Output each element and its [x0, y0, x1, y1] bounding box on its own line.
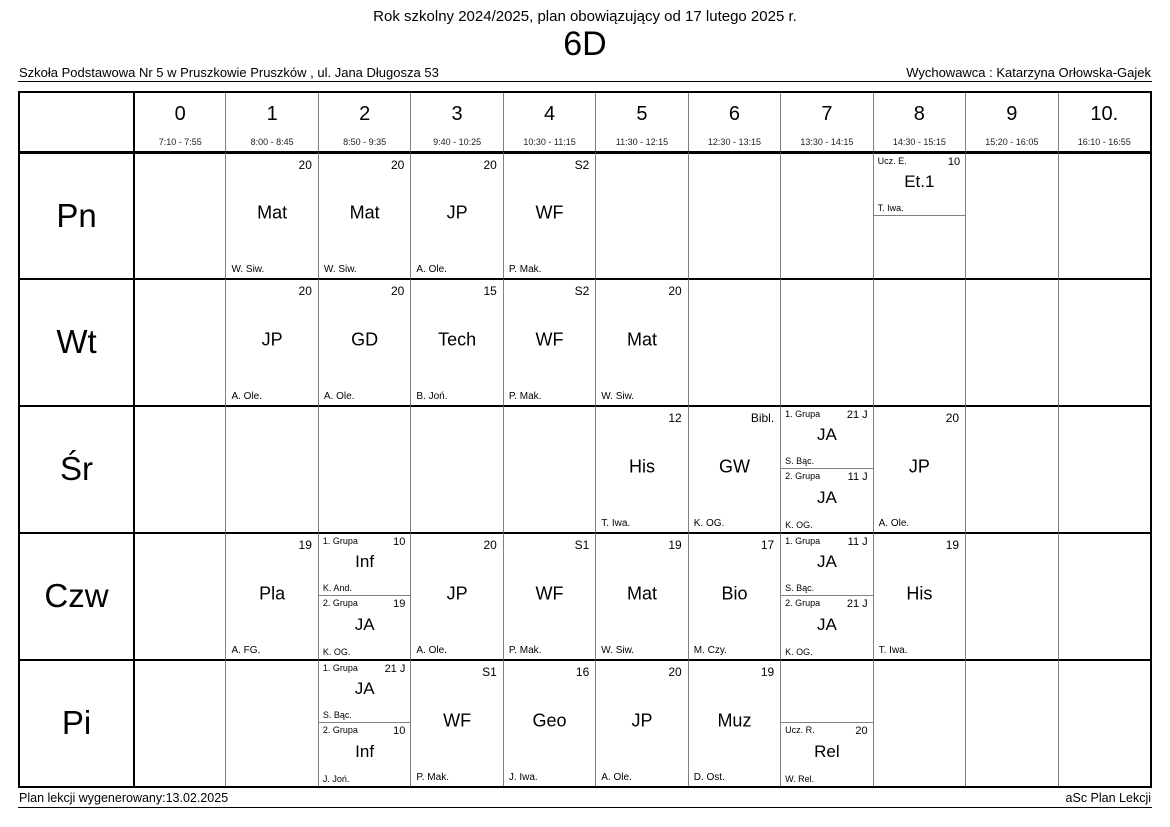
empty-cell [503, 405, 595, 532]
teacher-name: J. Joń. [322, 773, 350, 784]
day-label: Śr [20, 405, 133, 532]
room-number: 20 [391, 157, 405, 172]
day-label: Wt [20, 278, 133, 405]
teacher-name: D. Ost. [693, 771, 725, 783]
homeroom-teacher: Wychowawca : Katarzyna Orłowska-Gajek [906, 64, 1151, 80]
empty-cell [1058, 151, 1150, 278]
empty-cell [225, 659, 317, 786]
teacher-name: A. Ole. [416, 644, 447, 656]
day-label: Pi [20, 659, 133, 786]
lesson-cell-split [780, 532, 872, 659]
room-number: 11 J [847, 471, 868, 484]
lesson-subject: Inf [355, 741, 375, 761]
lesson-cell-split [318, 659, 410, 786]
empty-cell [133, 532, 225, 659]
group-half-top [319, 661, 410, 724]
class-name-title: 6D [563, 25, 607, 63]
room-number: 20 [298, 157, 312, 172]
teacher-name: A. Ole. [601, 771, 632, 783]
lesson-cell [688, 659, 780, 786]
room-number: S1 [574, 537, 590, 552]
room-number: 10 [393, 725, 406, 738]
teacher-name: T. Iwa. [601, 517, 631, 529]
group-label: Ucz. R. [785, 725, 815, 736]
lesson-cell [688, 532, 780, 659]
room-number: 20 [945, 410, 960, 425]
lesson-subject: JP [908, 456, 930, 477]
corner-cell [20, 93, 133, 151]
school-info-row [18, 63, 1152, 82]
room-number: 12 [668, 410, 682, 425]
period-time: 14:30 - 15:15 [892, 136, 946, 147]
empty-cell [688, 278, 780, 405]
lesson-subject: Inf [355, 551, 375, 571]
period-number: 7 [821, 103, 833, 126]
teacher-name: K. OG. [322, 646, 351, 657]
teacher-name: K. And. [322, 583, 352, 594]
group-label: 2. Grupa [785, 598, 821, 609]
lesson-cell-split [318, 532, 410, 659]
empty-cell [1058, 532, 1150, 659]
lesson-subject: Pla [259, 583, 286, 604]
teacher-name: A. Ole. [878, 517, 910, 529]
period-number: 1 [266, 103, 278, 126]
empty-cell [965, 532, 1057, 659]
lesson-subject: WF [535, 329, 564, 350]
group-label: 1. Grupa [322, 662, 358, 673]
empty-cell [318, 405, 410, 532]
group-label: 1. Grupa [322, 535, 358, 546]
teacher-name: P. Mak. [508, 390, 542, 402]
lesson-cell [503, 532, 595, 659]
group-half-bottom [874, 216, 965, 278]
lesson-subject: Mat [626, 329, 657, 350]
empty-cell [873, 278, 965, 405]
teacher-name: W. Siw. [601, 390, 635, 402]
lesson-subject: Mat [349, 202, 380, 223]
lesson-cell-split [873, 151, 965, 278]
lesson-cell [595, 532, 687, 659]
group-label: 1. Grupa [785, 535, 821, 546]
group-label: 2. Grupa [785, 471, 821, 482]
lesson-subject: Muz [717, 710, 752, 731]
empty-cell [873, 659, 965, 786]
period-header [688, 93, 780, 151]
period-time: 8:50 - 9:35 [343, 136, 387, 147]
period-header [503, 93, 595, 151]
lesson-cell [410, 278, 502, 405]
teacher-name: A. Ole. [416, 263, 447, 275]
period-header [965, 93, 1057, 151]
empty-cell [965, 405, 1057, 532]
teacher-name: P. Mak. [508, 644, 542, 656]
empty-cell [410, 405, 502, 532]
period-header [318, 93, 410, 151]
lesson-cell [595, 659, 687, 786]
group-half-bottom [781, 596, 872, 659]
group-half-bottom [781, 469, 872, 532]
teacher-name: K. OG. [693, 517, 725, 529]
lesson-cell [503, 278, 595, 405]
period-number: 0 [174, 103, 186, 126]
room-number: 10 [947, 155, 961, 168]
teacher-name: W. Rel. [785, 773, 815, 784]
teacher-name: P. Mak. [508, 263, 542, 275]
room-number: 20 [483, 157, 497, 172]
lesson-subject: JA [816, 551, 837, 571]
lesson-subject: GW [718, 456, 750, 477]
room-number: 20 [391, 283, 405, 298]
group-half-top [781, 661, 872, 724]
lesson-cell [595, 405, 687, 532]
footer-row [18, 789, 1152, 808]
lesson-subject: JP [446, 202, 468, 223]
teacher-name: M. Czy. [693, 644, 727, 656]
period-number: 6 [728, 103, 740, 126]
period-time: 16:10 - 16:55 [1077, 136, 1131, 147]
group-half-top [319, 534, 410, 597]
lesson-subject: WF [535, 583, 564, 604]
period-number: 5 [636, 103, 648, 126]
group-half-bottom [781, 723, 872, 786]
empty-cell [688, 151, 780, 278]
teacher-name: K. OG. [785, 646, 813, 657]
timetable-grid [18, 91, 1152, 788]
teacher-name: A. Ole. [323, 390, 355, 402]
room-number: 21 J [384, 662, 406, 675]
room-number: 20 [483, 537, 497, 552]
empty-cell [965, 278, 1057, 405]
period-header [133, 93, 225, 151]
lesson-cell [873, 405, 965, 532]
room-number: 20 [298, 283, 312, 298]
room-number: 19 [298, 537, 312, 552]
lesson-cell-split [780, 405, 872, 532]
lesson-subject: JA [816, 487, 837, 507]
period-number: 2 [359, 103, 371, 126]
group-half-bottom [319, 596, 410, 659]
period-time: 7:10 - 7:55 [158, 136, 202, 147]
empty-cell [965, 151, 1057, 278]
group-label: Ucz. E. [877, 155, 907, 166]
lesson-cell [410, 659, 502, 786]
period-time: 15:20 - 16:05 [985, 136, 1039, 147]
teacher-name: T. Iwa. [878, 644, 908, 656]
empty-cell [595, 151, 687, 278]
period-header [225, 93, 317, 151]
lesson-cell [503, 151, 595, 278]
room-number: 20 [855, 725, 868, 738]
period-number: 4 [543, 103, 556, 126]
lesson-subject: JA [816, 614, 837, 634]
period-number: 3 [451, 103, 463, 126]
empty-cell [780, 278, 872, 405]
group-half-bottom [319, 723, 410, 786]
teacher-name: K. OG. [785, 519, 813, 530]
room-number: 15 [483, 283, 497, 298]
plan-subtitle: Rok szkolny 2024/2025, plan obowiązujący od 17 lutego 2025 r. [373, 8, 797, 25]
teacher-name: W. Siw. [231, 263, 265, 275]
teacher-name: B. Joń. [416, 390, 448, 402]
lesson-subject: GD [351, 329, 379, 350]
room-number: Bibl. [750, 410, 775, 425]
lesson-subject: JP [261, 329, 283, 350]
teacher-name: W. Siw. [601, 644, 635, 656]
empty-cell [1058, 405, 1150, 532]
lesson-subject: JA [816, 424, 837, 444]
room-number: 19 [668, 537, 682, 552]
teacher-name: S. Bąc. [322, 710, 352, 721]
lesson-subject: JA [354, 678, 375, 698]
lesson-cell [318, 151, 410, 278]
group-label: 2. Grupa [322, 598, 358, 609]
room-number: 16 [575, 664, 590, 679]
lesson-cell [225, 151, 317, 278]
group-label: 2. Grupa [322, 725, 358, 736]
lesson-subject: Mat [626, 583, 657, 604]
teacher-name: T. Iwa. [877, 202, 904, 213]
teacher-name: P. Mak. [416, 771, 449, 783]
empty-cell [133, 659, 225, 786]
lesson-cell [225, 532, 317, 659]
room-number: 19 [760, 664, 775, 679]
empty-cell [1058, 659, 1150, 786]
day-label: Pn [20, 151, 133, 278]
lesson-cell [225, 278, 317, 405]
period-time: 8:00 - 8:45 [250, 136, 294, 147]
room-number: 21 J [846, 408, 868, 421]
lesson-subject: WF [443, 710, 472, 731]
teacher-name: S. Bąc. [785, 583, 815, 594]
lesson-subject: Tech [438, 329, 477, 350]
teacher-name: A. FG. [231, 644, 261, 656]
room-number: 20 [668, 283, 682, 298]
lesson-cell [595, 278, 687, 405]
lesson-subject: JP [446, 583, 468, 604]
lesson-cell-split [780, 659, 872, 786]
period-header [873, 93, 965, 151]
period-time: 13:30 - 14:15 [800, 136, 854, 147]
group-label: 1. Grupa [785, 408, 821, 419]
lesson-subject: Et.1 [904, 171, 935, 191]
lesson-subject: Geo [532, 710, 567, 731]
period-time: 10:30 - 11:15 [523, 136, 576, 147]
lesson-cell [318, 278, 410, 405]
lesson-subject: His [906, 583, 933, 604]
lesson-cell [410, 151, 502, 278]
room-number: 17 [760, 537, 775, 552]
asc-brand-label: aSc Plan Lekcji [1065, 790, 1151, 805]
room-number: 11 J [847, 535, 868, 548]
lesson-subject: His [628, 456, 655, 477]
group-half-top [874, 154, 965, 216]
lesson-subject: WF [535, 202, 564, 223]
lesson-subject: Rel [814, 741, 840, 761]
empty-cell [1058, 278, 1150, 405]
group-half-top [781, 407, 872, 470]
lesson-cell [503, 659, 595, 786]
room-number: 21 J [846, 598, 868, 611]
period-number: 9 [1006, 103, 1018, 126]
lesson-subject: JP [631, 710, 653, 731]
period-header [410, 93, 502, 151]
period-header [595, 93, 687, 151]
room-number: S2 [574, 157, 590, 172]
period-time: 11:30 - 12:15 [615, 136, 669, 147]
room-number: 19 [393, 598, 406, 611]
room-number: 20 [668, 664, 682, 679]
empty-cell [965, 659, 1057, 786]
lesson-cell [873, 532, 965, 659]
empty-cell [133, 405, 225, 532]
period-number: 8 [913, 103, 925, 126]
day-label: Czw [20, 532, 133, 659]
period-time: 12:30 - 13:15 [707, 136, 761, 147]
lesson-cell [410, 532, 502, 659]
lesson-subject: JA [354, 614, 375, 634]
empty-cell [780, 151, 872, 278]
room-number: 10 [393, 535, 406, 548]
empty-cell [133, 151, 225, 278]
lesson-subject: Bio [721, 583, 748, 604]
empty-cell [133, 278, 225, 405]
lesson-subject: Mat [257, 202, 288, 223]
teacher-name: S. Bąc. [785, 456, 815, 467]
period-time: 9:40 - 10:25 [433, 136, 482, 147]
lesson-cell [688, 405, 780, 532]
teacher-name: J. Iwa. [508, 771, 538, 783]
school-name: Szkoła Podstawowa Nr 5 w Pruszkowie Pruszków , ul. Jana Długosza 53 [19, 64, 439, 80]
teacher-name: W. Siw. [323, 263, 357, 275]
room-number: S2 [574, 283, 590, 298]
period-number: 10. [1090, 103, 1119, 126]
period-header [1058, 93, 1150, 151]
group-half-top [781, 534, 872, 597]
period-header [780, 93, 872, 151]
teacher-name: A. Ole. [231, 390, 263, 402]
empty-cell [225, 405, 317, 532]
room-number: S1 [482, 664, 497, 679]
generated-date: Plan lekcji wygenerowany:13.02.2025 [19, 790, 229, 805]
room-number: 19 [945, 537, 960, 552]
